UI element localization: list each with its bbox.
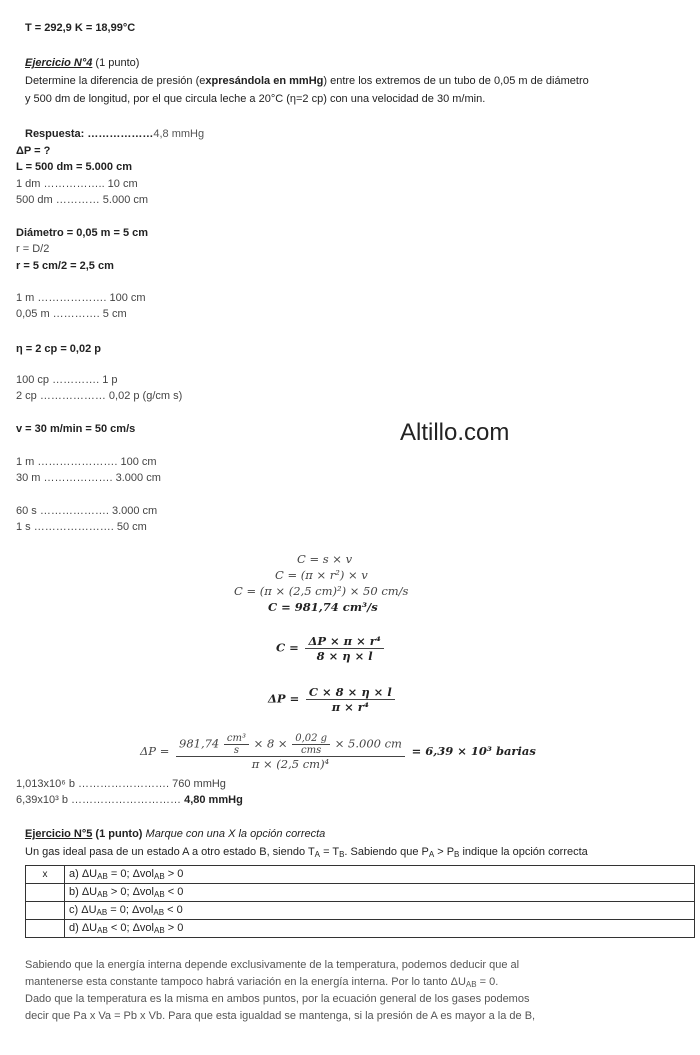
conversion-line: 1 s …………………. 50 cm	[16, 521, 147, 533]
value: 981,74	[179, 736, 220, 751]
option-row[interactable]	[26, 920, 695, 938]
options-table	[25, 865, 695, 938]
velocity-line: v = 30 m/min = 50 cm/s	[16, 423, 136, 435]
formula-flow-area: C = (π × r²) × v	[275, 568, 368, 582]
conversion-result-line	[16, 793, 243, 807]
length-line: L = 500 dm = 5.000 cm	[16, 161, 132, 173]
option-text: d) $\Delta U_{AB} < 0$; Δvol$_{AB}$ > 0	[65, 920, 695, 938]
denominator: cms	[301, 745, 322, 756]
option-row[interactable]	[26, 866, 695, 884]
option-row[interactable]	[26, 884, 695, 902]
q-part: ) entre los extremos de un tubo de 0,05 m de diámetro	[323, 75, 589, 87]
conversion-line: 30 m ………………. 3.000 cm	[16, 472, 161, 484]
answer-label: Respuesta: ………………	[25, 128, 154, 140]
exercise-4-title: Ejercicio N°4	[25, 57, 93, 69]
radius-line: r = 5 cm/2 = 2,5 cm	[16, 260, 114, 272]
exercise-5-points: (1 punto)	[92, 828, 146, 840]
conversion-line: 60 s ………………. 3.000 cm	[16, 505, 158, 517]
formula-result: = 6,39 × 10³ barias	[411, 744, 536, 758]
formula-poiseuille	[276, 634, 387, 663]
denominator: π × (2,5 cm)⁴	[251, 757, 330, 771]
conversion-line: 1 m …………………. 100 cm	[16, 456, 157, 468]
exercise-4-points: (1 punto)	[92, 57, 140, 69]
temperature-result: T = 292,9 K = 18,99°C	[25, 22, 136, 34]
formula-delta-p-values	[140, 733, 536, 771]
option-mark[interactable]	[26, 884, 65, 902]
option-text: a) $\Delta U_{AB} = 0$; Δvol$_{AB}$ > 0	[65, 866, 695, 884]
formula-flow-values: C = (π × (2,5 cm)²) × 50 cm/s	[234, 584, 409, 598]
denominator: s	[233, 745, 240, 756]
exercise-4-question-line-1	[25, 74, 589, 88]
option-mark[interactable]	[26, 920, 65, 938]
exercise-5-instruction: Marque con una X la opción correcta	[145, 828, 326, 840]
exercise-5-title: Ejercicio N°5	[25, 828, 93, 840]
numerator	[176, 733, 405, 757]
option-row[interactable]	[26, 902, 695, 920]
formula-lhs: C =	[276, 640, 299, 655]
viscosity-line: η = 2 cp = 0,02 p	[16, 343, 101, 355]
watermark: Altillo.com	[400, 419, 510, 446]
conversion-line: 1 m ………………. 100 cm	[16, 292, 146, 304]
q-bold-part: xpresándola en mmHg	[205, 75, 324, 87]
numerator: 0,02 g	[292, 733, 330, 745]
conversion-line: 0,05 m …………. 5 cm	[16, 308, 127, 320]
conversion-line: 500 dm ………… 5.000 cm	[16, 194, 149, 206]
exercise-5-heading	[25, 827, 325, 841]
final-value: 4,80 mmHg	[184, 794, 243, 806]
conversion-text: 6,39x10³ b …………………………	[16, 794, 185, 806]
answer-line	[25, 127, 204, 141]
answer-value: 4,8 mmHg	[153, 128, 205, 140]
formula-flow-result: C = 981,74 cm³/s	[268, 600, 378, 614]
value: × 8 ×	[253, 736, 288, 751]
numerator: C × 8 × η × l	[306, 685, 395, 700]
fraction	[305, 634, 383, 663]
option-text: c) $\Delta U_{AB} = 0$; Δvol$_{AB}$ < 0	[65, 902, 695, 920]
option-text: b) $\Delta U_{AB} > 0$; Δvol$_{AB}$ < 0	[65, 884, 695, 902]
explanation-line-4: decir que Pa x Va = Pb x Vb. Para que esta igualdad se mantenga, si la presión de A es mayor a la de B,	[25, 1010, 536, 1022]
option-mark[interactable]: x	[26, 866, 65, 884]
conversion-line: 1 dm …………….. 10 cm	[16, 178, 138, 190]
formula-lhs: ΔP =	[268, 691, 300, 706]
explanation-line-2: mantenerse esta constante tampoco habrá variación en la energía interna. Por lo tanto $\Delta U_{AB} = 0$.	[25, 976, 499, 989]
unit-fraction	[224, 733, 249, 756]
denominator: 8 × η × l	[316, 649, 373, 663]
fraction	[176, 733, 405, 771]
diameter-line: Diámetro = 0,05 m = 5 cm	[16, 227, 149, 239]
radius-formula: r = D/2	[16, 243, 50, 255]
q-part: Determine la diferencia de presión (e	[25, 75, 206, 87]
formula-flow: C = s × v	[297, 552, 353, 566]
fraction	[306, 685, 395, 714]
unit-fraction	[292, 733, 330, 756]
formula-delta-p	[268, 685, 398, 714]
numerator: ΔP × π × r⁴	[305, 634, 383, 649]
conversion-line: 100 cp …………. 1 p	[16, 374, 118, 386]
exercise-5-statement: Un gas ideal pasa de un estado A a otro estado B, siendo $T_A = T_B$. Sabiendo que $P_A > P_B$ indique la opción correcta	[25, 846, 588, 859]
conversion-line: 2 cp ……………… 0,02 p (g/cm s)	[16, 390, 183, 402]
conversion-line: 1,013x10⁶ b ……………………. 760 mmHg	[16, 778, 226, 790]
explanation-line-3: Dado que la temperatura es la misma en ambos puntos, por la ecuación general de los gases podemos	[25, 993, 530, 1005]
explanation-line-1: Sabiendo que la energía interna depende exclusivamente de la temperatura, podemos deducir que al	[25, 959, 520, 971]
numerator: cm³	[224, 733, 249, 745]
exercise-4-heading	[25, 56, 139, 70]
exercise-4-question-line-2: y 500 dm de longitud, por el que circula leche a 20°C (η=2 cp) con una velocidad de 30 m/min.	[25, 93, 486, 105]
formula-lhs: ΔP =	[140, 744, 170, 758]
delta-p-unknown: ΔP = ?	[16, 145, 51, 157]
denominator: π × r⁴	[331, 700, 369, 714]
value: × 5.000 cm	[334, 736, 402, 751]
option-mark[interactable]	[26, 902, 65, 920]
